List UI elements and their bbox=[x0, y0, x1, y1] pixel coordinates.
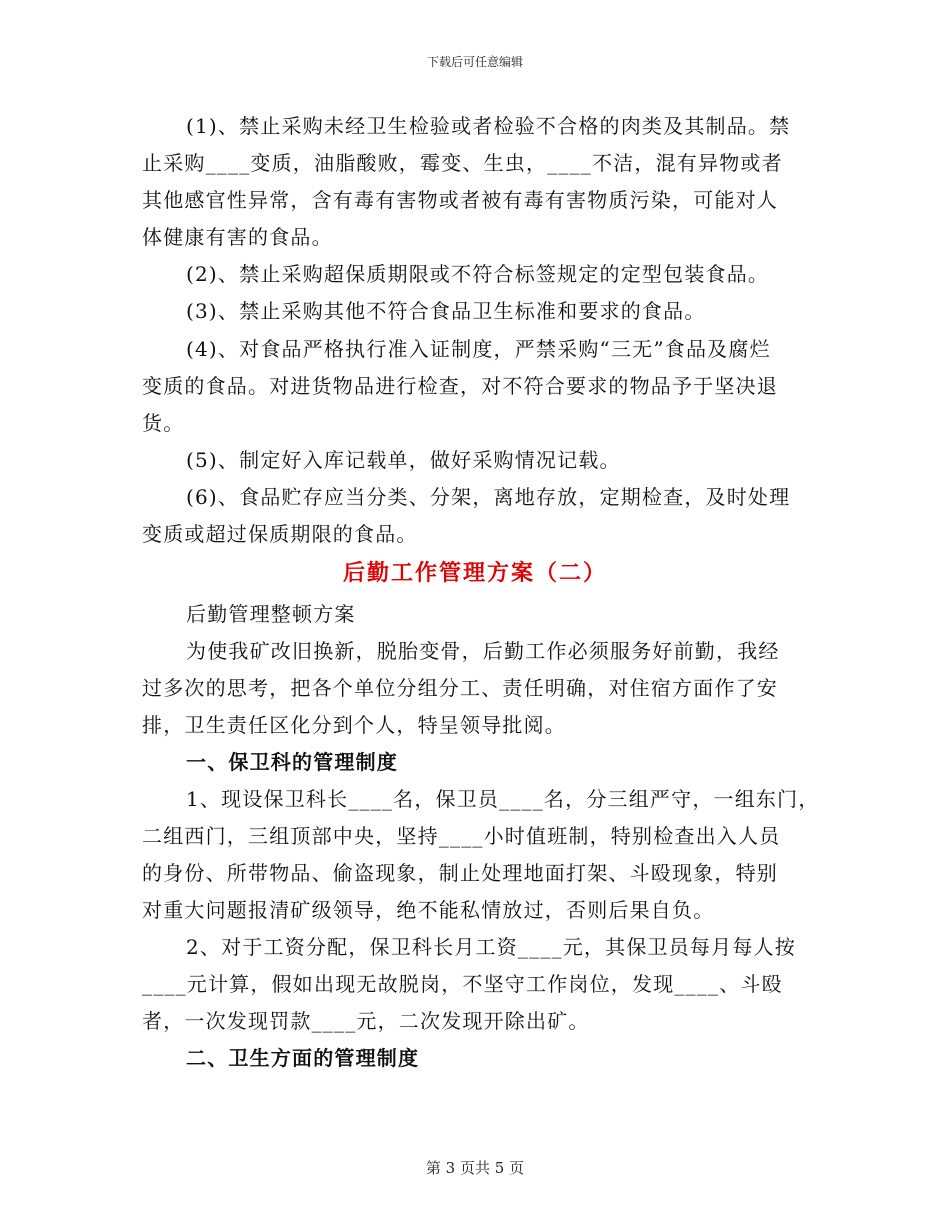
paragraph-line: 过多次的思考，把各个单位分组分工、责任明确，对住宿方面作了安 bbox=[142, 676, 778, 700]
paragraph-line: (2)、禁止采购超保质期限或不符合标签规定的定型包装食品。 bbox=[186, 262, 770, 286]
paragraph-line: 止采购____变质，油脂酸败，霉变、生虫，____不洁，混有异物或者 bbox=[142, 151, 783, 175]
paragraph-line: (4)、对食品严格执行准入证制度，严禁采购“三无”食品及腐烂 bbox=[186, 337, 771, 361]
paragraph-line: 1、现设保卫科长____名，保卫员____名，分三组严守，一组东门， bbox=[186, 787, 820, 811]
paragraph-line: (6)、食品贮存应当分类、分架，离地存放，定期检查，及时处理 bbox=[186, 485, 791, 509]
paragraph-line: 者，一次发现罚款____元，二次发现开除出矿。 bbox=[142, 1009, 590, 1033]
subheading: 二、卫生方面的管理制度 bbox=[186, 1046, 420, 1070]
paragraph-line: 其他感官性异常，含有毒有害物或者被有毒有害物质污染，可能对人 bbox=[142, 188, 778, 212]
paragraph-line: 体健康有害的食品。 bbox=[142, 225, 333, 249]
paragraph-line: 变质或超过保质期限的食品。 bbox=[142, 522, 418, 546]
paragraph-line: 的身份、所带物品、偷盗现象，制止处理地面打架、斗殴现象，特别 bbox=[142, 861, 778, 885]
paragraph-line: 二组西门，三组顶部中央，坚持____小时值班制，特别检查出入人员 bbox=[142, 824, 781, 848]
paragraph-line: ____元计算，假如出现无故脱岗，不坚守工作岗位，发现____、斗殴 bbox=[142, 972, 783, 996]
paragraph-line: 后勤管理整顿方案 bbox=[186, 602, 356, 626]
paragraph-line: (1)、禁止采购未经卫生检验或者检验不合格的肉类及其制品。禁 bbox=[186, 114, 791, 138]
page-header: 下载后可任意编辑 bbox=[426, 55, 523, 69]
section-title: 后勤工作管理方案（二） bbox=[342, 560, 607, 586]
paragraph-line: 为使我矿改旧换新，脱胎变骨，后勤工作必须服务好前勤，我经 bbox=[186, 639, 780, 663]
paragraph-line: (3)、禁止采购其他不符合食品卫生标准和要求的食品。 bbox=[186, 299, 706, 323]
paragraph-line: 排，卫生责任区化分到个人，特呈领导批阅。 bbox=[142, 713, 566, 737]
paragraph-line: 2、对于工资分配，保卫科长月工资____元，其保卫员每月每人按 bbox=[186, 935, 796, 959]
subheading: 一、保卫科的管理制度 bbox=[186, 750, 398, 774]
page-footer: 第 3 页共 5 页 bbox=[425, 1159, 525, 1177]
paragraph-line: (5)、制定好入库记载单，做好采购情况记载。 bbox=[186, 448, 621, 472]
paragraph-line: 对重大问题报清矿级领导，绝不能私情放过，否则后果自负。 bbox=[142, 898, 715, 922]
paragraph-line: 货。 bbox=[142, 411, 185, 435]
paragraph-line: 变质的食品。对进货物品进行检查，对不符合要求的物品予于坚决退 bbox=[142, 374, 778, 398]
